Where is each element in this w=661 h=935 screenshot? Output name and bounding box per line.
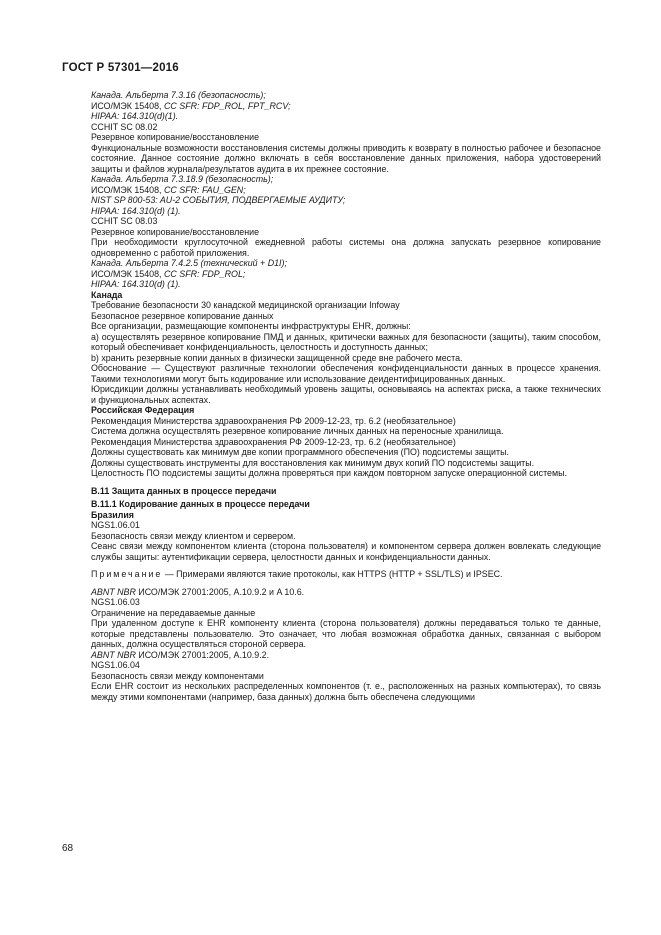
- paragraph: [91, 122, 601, 133]
- paragraph-text: NIST SP 800-53: AU-2 СОБЫТИЯ, ПОДВЕРГАЕМЫЕ АУДИТУ;: [91, 195, 346, 205]
- paragraph-text: Функциональные возможности восстановления системы должны приводить к возврату в полностью рабочее и безопасное состояние. Данное состояние должно включать в себя восстановление данных приложения, набора удостоверений защиты и файлов журнала/результатов аудита в их прежнее состояние.: [91, 142, 601, 174]
- paragraph-text: Резервное копирование/восстановление: [91, 132, 260, 142]
- paragraph-text: Все организации, размещающие компоненты инфраструктуры EHR, должны:: [91, 321, 411, 331]
- paragraph: [91, 520, 601, 531]
- paragraph: [91, 671, 601, 682]
- paragraph-text: Целостность ПО подсистемы защиты должна проверяться при каждом повторном запуске операционной системы.: [91, 468, 567, 478]
- paragraph-text: ABNT NBR: [91, 586, 139, 597]
- paragraph: [91, 650, 601, 661]
- paragraph: [91, 363, 601, 384]
- paragraph: [91, 587, 601, 598]
- paragraph-text: Обоснование — Существуют различные технологии обеспечения конфиденциальности данных в процессе хранения. Такими технологиями могут быть кодирование или использование деидентифицированных данных.: [91, 363, 601, 384]
- paragraph: [91, 458, 601, 469]
- document-header: ГОСТ Р 57301—2016: [62, 62, 179, 74]
- paragraph-text: B.11 Защита данных в процессе передачи: [91, 485, 277, 496]
- paragraph-text-continuation: ИСО/МЭК 27001:2005, A.10.9.2.: [138, 649, 270, 660]
- paragraph: [91, 216, 601, 227]
- paragraph-text: CCHIT SC 08.03: [91, 216, 158, 226]
- paragraph: [91, 279, 601, 290]
- paragraph: [91, 597, 601, 608]
- paragraph-text: а) осуществлять резервное копирование ПМД и данных, критически важных для безопасности (защиты), таким способом, который обеспечивает конфиденциальность, целостность и доступность данных;: [91, 331, 601, 352]
- paragraph-text: Рекомендация Министерства здравоохранения РФ 2009-12-23, тр. 6.2 (необязательное): [91, 415, 456, 426]
- paragraph: [91, 353, 601, 364]
- paragraph-text: Резервное копирование/восстановление: [91, 226, 260, 237]
- paragraph: [91, 531, 601, 542]
- paragraph-text: ИСО/МЭК 15408,: [91, 184, 164, 195]
- paragraph-text: Ограничение на передаваемые данные: [91, 607, 256, 618]
- paragraph: [91, 290, 601, 301]
- paragraph-text: ABNT NBR: [91, 649, 139, 660]
- paragraph: [91, 90, 601, 101]
- paragraph-text: При необходимости круглосуточной ежедневной работы системы она должна запускать резервное копирование одновременно с работой приложения.: [91, 237, 601, 258]
- paragraph-text: При удаленном доступе к EHR компоненту клиента (сторона пользователя) должны передаваться только те данные, которые представлены пользователю. Это означает, что любая возможная обработка данных, связанная с выбором данных, должна осуществляться стороной сервера.: [91, 618, 601, 649]
- paragraph-text: Канада. Альберта 7.4.2.5 (технический + D1I);: [91, 258, 287, 268]
- paragraph: [91, 132, 601, 143]
- paragraph-text: NGS1.06.04: [91, 660, 140, 670]
- paragraph-text: NGS1.06.03: [91, 597, 140, 607]
- paragraph-text: Юрисдикции должны устанавливать необходимый уровень защиты, основываясь на аспектах риска, а также технических и функциональных аспектах.: [91, 384, 601, 405]
- paragraph-text-continuation: ИСО/МЭК 27001:2005, A.10.9.2 и A 10.6.: [138, 586, 305, 597]
- paragraph-text: HIPAA: 164.310(d)(1).: [91, 111, 179, 121]
- paragraph-text: B.11.1 Кодирование данных в процессе передачи: [91, 499, 310, 509]
- paragraph-text: Безопасное резервное копирование данных: [91, 310, 274, 321]
- paragraph: [91, 416, 601, 427]
- paragraph: [91, 541, 601, 562]
- paragraph-text: Канада. Альберта 7.3.18.9 (безопасность);: [91, 174, 274, 184]
- paragraph-text: Примечание: [91, 569, 163, 579]
- paragraph-text: Канада: [91, 289, 123, 300]
- paragraph-text: Бразилия: [91, 509, 134, 520]
- paragraph: [91, 143, 601, 175]
- paragraph: [91, 569, 601, 580]
- paragraph: [91, 237, 601, 258]
- paragraph: [91, 468, 601, 479]
- paragraph: [91, 300, 601, 311]
- paragraph-text: NGS1.06.01: [91, 520, 140, 530]
- paragraph: [91, 195, 601, 206]
- paragraph: [91, 101, 601, 112]
- paragraph-text: b) хранить резервные копии данных в физически защищенной среде вне рабочего места.: [91, 352, 463, 363]
- paragraph-text: Российская Федерация: [91, 405, 195, 415]
- paragraph: [91, 608, 601, 619]
- paragraph: [91, 499, 601, 510]
- paragraph-text: Безопасность связи между компонентами: [91, 670, 264, 681]
- paragraph: [91, 681, 601, 702]
- paragraph: [91, 174, 601, 185]
- paragraph: [91, 311, 601, 322]
- paragraph: [91, 185, 601, 196]
- paragraph: [91, 384, 601, 405]
- paragraph-text: ИСО/МЭК 15408,: [91, 100, 164, 111]
- paragraph-text: Система должна осуществлять резервное копирование личных данных на переносные хранилища.: [91, 426, 504, 436]
- paragraph-text-continuation: CC SFR: FAU_GEN;: [163, 184, 246, 195]
- paragraph-text: CCHIT SC 08.02: [91, 121, 158, 132]
- paragraph-text: Должны существовать как минимум две копии программного обеспечения (ПО) подсистемы защиты.: [91, 447, 509, 457]
- paragraph-text: ИСО/МЭК 15408,: [91, 268, 164, 279]
- paragraph-text: Если EHR состоит из нескольких распределенных компонентов (т. е., расположенных на разных компьютерах), то связь между этими компонентами (например, база данных) должна быть обеспечена следующими: [91, 681, 601, 702]
- paragraph-text: HIPAA: 164.310(d) (1).: [91, 205, 181, 216]
- paragraph-text: Должны существовать инструменты для восстановления как минимум двух копий ПО подсистемы защиты.: [91, 457, 535, 468]
- paragraph-text-continuation: CC SFR: FDP_ROL;: [163, 268, 246, 279]
- paragraph: [91, 405, 601, 416]
- paragraph: [91, 437, 601, 448]
- page-number: 68: [62, 843, 74, 854]
- paragraph: [91, 618, 601, 650]
- paragraph-text: Канада. Альберта 7.3.16 (безопасность);: [91, 90, 266, 100]
- paragraph: [91, 111, 601, 122]
- paragraph-text: Требование безопасности 30 канадской медицинской организации Infoway: [91, 300, 400, 310]
- paragraph: [91, 258, 601, 269]
- paragraph: [91, 660, 601, 671]
- paragraph: [91, 510, 601, 521]
- paragraph: [91, 447, 601, 458]
- paragraph-text: Безопасность связи между клиентом и сервером.: [91, 530, 296, 541]
- paragraph: [91, 321, 601, 332]
- paragraph-text-continuation: CC SFR: FDP_ROL, FPT_RCV;: [163, 100, 291, 111]
- paragraph-text: Сеанс связи между компонентом клиента (сторона пользователя) и компонентом сервера должен вовлекать следующие службы защиты: аутентификации сервера, целостности данных и конфиденциальности данных.: [91, 541, 601, 562]
- paragraph-text: Рекомендация Министерства здравоохранения РФ 2009-12-23, тр. 6.2 (необязательное): [91, 436, 456, 447]
- paragraph: [91, 269, 601, 280]
- paragraph-text: HIPAA: 164.310(d) (1).: [91, 279, 181, 289]
- document-body: [91, 90, 601, 702]
- paragraph: [91, 206, 601, 217]
- paragraph-text-continuation: — Примерами являются такие протоколы, как HTTPS (HTTP + SSL/TLS) и IPSEC.: [162, 569, 503, 579]
- paragraph: [91, 486, 601, 497]
- paragraph: [91, 332, 601, 353]
- paragraph: [91, 227, 601, 238]
- paragraph: [91, 426, 601, 437]
